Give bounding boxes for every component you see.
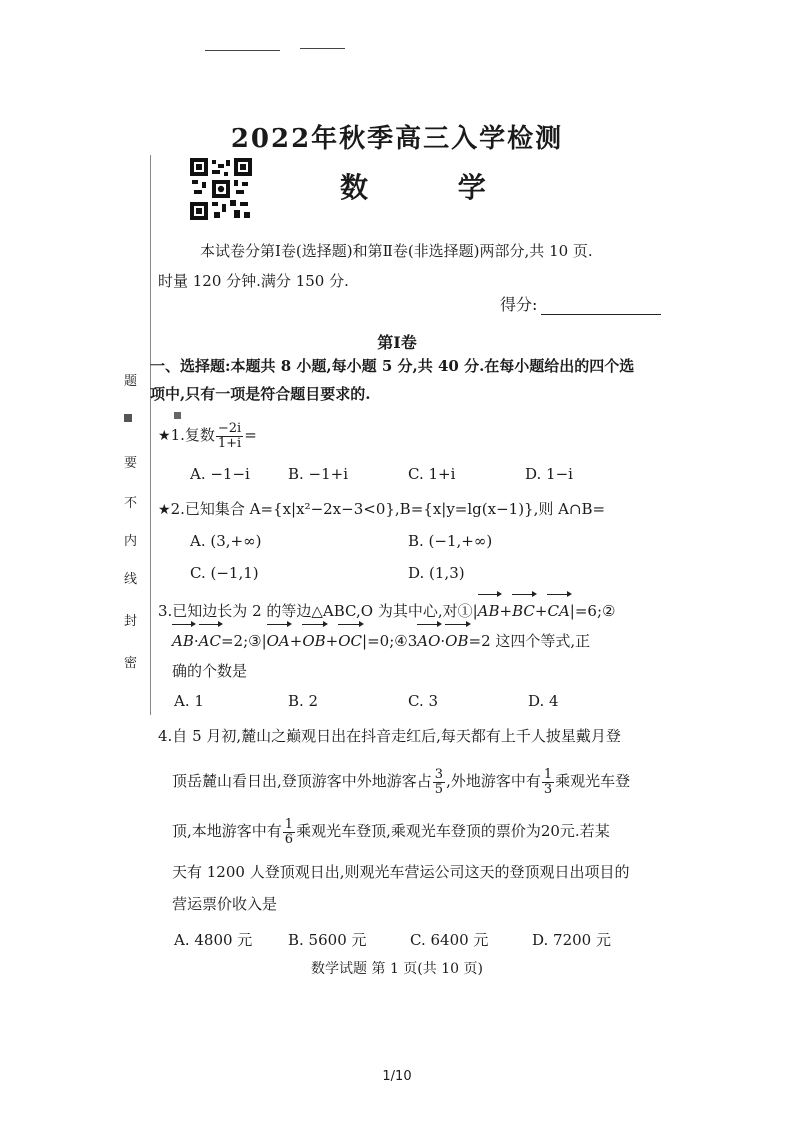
part1-instructions (150, 352, 650, 408)
fraction-numerator: 1 (284, 816, 294, 832)
margin-char-7: 密 (124, 656, 138, 671)
q3-text: + (499, 602, 513, 620)
margin-char-3: 不 (124, 496, 138, 511)
q3-line-3: 确的个数是 (172, 662, 248, 680)
q1-numerator: −2i (217, 420, 242, 436)
question-4 (158, 722, 678, 918)
q4-line-5: 营运票价收入是 (172, 895, 278, 913)
exam-instructions (158, 236, 672, 296)
scan-mark-top (205, 50, 280, 51)
binding-line (150, 155, 151, 715)
vector-ac: AC (199, 626, 221, 656)
q4-line-4: 天有 1200 人登顶观日出,则观光车营运公司这天的登顶观日出项目的 (172, 863, 630, 881)
vector-ca: CA (547, 596, 569, 626)
q3-option-d[interactable]: D. 4 (528, 692, 559, 710)
q1-fraction (216, 422, 243, 451)
vector-ob: OB (445, 626, 468, 656)
q3-text: 3.已知边长为 2 的等边△ABC,O 为其中心,对①| (158, 602, 478, 620)
q4-line-1: 4.自 5 月初,麓山之巅观日出在抖音走红后,每天都有上千人披星戴月登 (158, 727, 621, 745)
vector-ob: OB (302, 626, 325, 656)
star-icon: ★ (158, 428, 171, 444)
star-icon: ★ (158, 502, 171, 518)
q3-text: =2 这四个等式,正 (468, 632, 591, 650)
q3-text: + (289, 632, 303, 650)
q4-text: ,外地游客中有 (446, 772, 541, 790)
margin-square-mark (124, 414, 132, 422)
q4-option-b[interactable]: B. 5600 元 (288, 931, 367, 949)
q1-option-b[interactable]: B. −1+i (288, 465, 349, 483)
q3-text: + (325, 632, 339, 650)
margin-char-6: 封 (124, 614, 138, 629)
question-2 (158, 494, 605, 525)
q2-option-c[interactable]: C. (−1,1) (190, 564, 259, 582)
q2-text: 2.已知集合 A={x|x²−2x−3<0},B={x|y=lg(x−1)},则 A∩B= (170, 500, 606, 518)
fraction-numerator: 3 (434, 766, 444, 782)
fraction-3-5 (433, 768, 445, 797)
fraction-1-3 (542, 768, 554, 797)
section-title: 第Ⅰ卷 (377, 333, 417, 352)
margin-char-4: 内 (124, 534, 138, 549)
margin-char-2: 要 (124, 456, 138, 471)
page-footer: 数学试题 第 1 页(共 10 页) (311, 961, 483, 977)
fraction-denominator: 6 (284, 831, 294, 847)
question-1 (158, 420, 257, 451)
margin-square-mark-2 (174, 412, 181, 419)
q2-option-a[interactable]: A. (3,+∞) (190, 532, 262, 550)
q3-text: =2;③| (220, 632, 267, 650)
vector-bc: BC (512, 596, 535, 626)
score-field[interactable] (500, 292, 661, 315)
q1-suffix: = (244, 426, 257, 444)
q4-option-a[interactable]: A. 4800 元 (174, 931, 253, 949)
instructions-line-1: 本试卷分第Ⅰ卷(选择题)和第Ⅱ卷(非选择题)两部分,共 10 页. (200, 242, 593, 260)
subject-title: 数 学 (340, 171, 526, 204)
fraction-numerator: 1 (543, 766, 553, 782)
q4-text: 顶岳麓山看日出,登顶游客中外地游客占 (172, 772, 432, 790)
question-3 (158, 596, 658, 686)
q3-line-2 (158, 626, 658, 656)
vector-oa: OA (267, 626, 290, 656)
q1-denominator: 1+i (217, 435, 242, 451)
q3-option-b[interactable]: B. 2 (288, 692, 319, 710)
q3-text: + (534, 602, 548, 620)
vector-ao: AO (417, 626, 440, 656)
fraction-denominator: 5 (434, 781, 444, 797)
score-blank[interactable] (541, 300, 661, 315)
fraction-denominator: 3 (543, 781, 553, 797)
margin-char-5: 线 (124, 572, 138, 587)
q1-prefix: 1.复数 (170, 426, 215, 444)
margin-char-1: 题 (124, 374, 138, 389)
q1-option-c[interactable]: C. 1+i (408, 465, 456, 483)
q4-line-3 (158, 814, 678, 848)
vector-ab: AB (172, 626, 194, 656)
page-number: 1/10 (382, 1069, 412, 1084)
q4-option-d[interactable]: D. 7200 元 (532, 931, 611, 949)
vector-oc: OC (338, 626, 362, 656)
q3-text: |=6;② (569, 602, 616, 620)
q1-option-d[interactable]: D. 1−i (525, 465, 573, 483)
q3-text: · (440, 632, 446, 650)
q4-text: 乘观光车登顶,乘观光车登顶的票价为20元.若某 (296, 822, 610, 840)
q2-option-b[interactable]: B. (−1,+∞) (408, 532, 493, 550)
vector-ab: AB (478, 596, 500, 626)
q3-text: · (193, 632, 199, 650)
qr-code-icon (190, 158, 252, 220)
q2-option-d[interactable]: D. (1,3) (408, 564, 465, 582)
q3-option-a[interactable]: A. 1 (174, 692, 204, 710)
part1-line-2: 项中,只有一项是符合题目要求的. (150, 385, 371, 403)
q3-text: |=0;④3 (362, 632, 418, 650)
q4-text: 乘观光车登 (555, 772, 631, 790)
score-label: 得分: (500, 295, 538, 314)
q1-option-a[interactable]: A. −1−i (190, 465, 250, 483)
instructions-line-2: 时量 120 分钟.满分 150 分. (158, 272, 349, 290)
exam-title: 2022年秋季高三入学检测 (230, 124, 564, 154)
fraction-1-6 (283, 818, 295, 847)
q4-text: 顶,本地游客中有 (172, 822, 282, 840)
scan-mark-top-2 (300, 48, 345, 49)
q3-line-1 (158, 596, 658, 626)
q4-line-2 (158, 764, 678, 798)
q3-option-c[interactable]: C. 3 (408, 692, 439, 710)
q4-option-c[interactable]: C. 6400 元 (410, 931, 489, 949)
part1-line-1: 一、选择题:本题共 8 小题,每小题 5 分,共 40 分.在每小题给出的四个选 (150, 357, 635, 375)
